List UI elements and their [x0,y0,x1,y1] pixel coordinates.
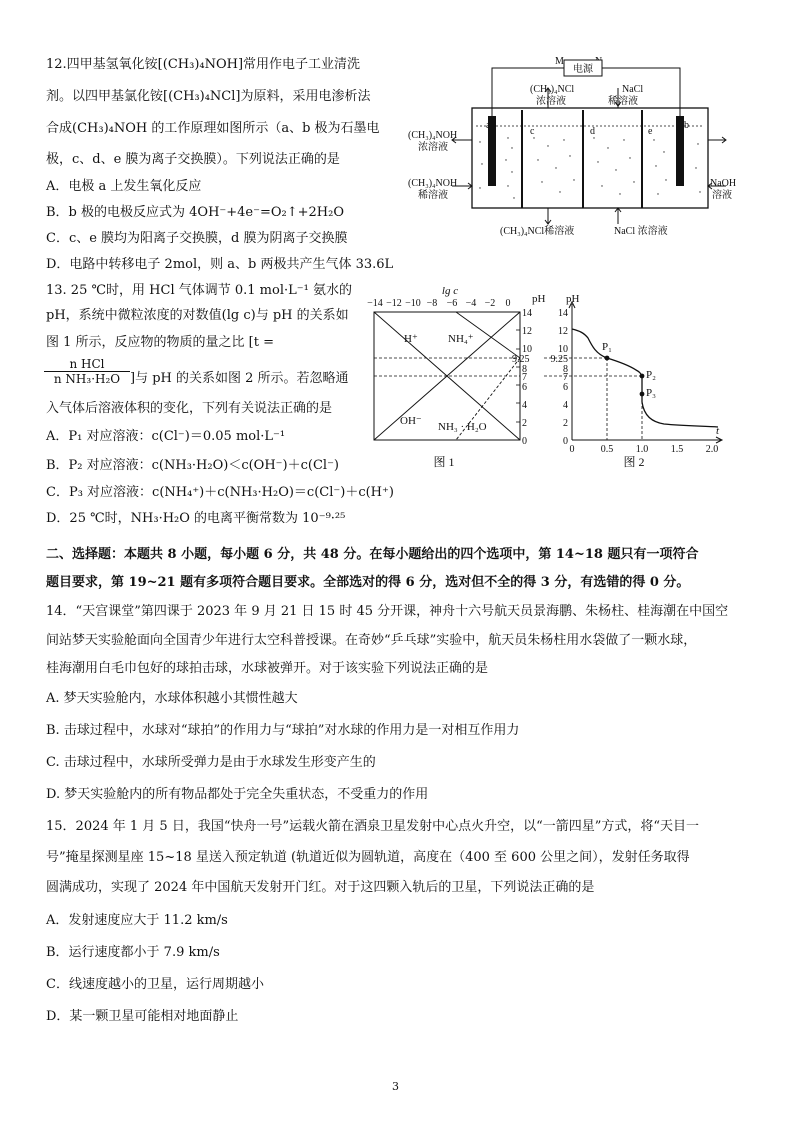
fig1-right-axis-label: pH [532,293,546,305]
q13-option-c: C．P₃ 对应溶液：c(NH₄⁺)＋c(NH₃·H₂O)＝c(Cl⁻)＋c(H⁺) [46,485,394,500]
svg-text:4: 4 [522,400,527,411]
svg-text:14: 14 [558,308,568,319]
svg-text:7: 7 [522,372,527,383]
q15-stem-line-1: 15．2024 年 1 月 5 日，我国“快舟一号”运载火箭在酒泉卫星发射中心点火升空，以“一箭四星”方式，将“天目一 [46,819,700,834]
svg-text:0: 0 [563,436,568,447]
section-2-instructions-line-2: 题目要求，第 19~21 题有多项符合题目要求。全部选对的得 6 分，选对但不全的得 3 分，有选错的得 0 分。 [46,575,690,590]
svg-text:0: 0 [522,436,527,447]
svg-text:2: 2 [522,418,527,429]
fig2-t-ticks [570,444,719,455]
top-right-solution-2: 稀溶液 [608,96,638,107]
q13-ratio-fraction [44,357,130,386]
q12-stem-line-3: 合成(CH₃)₄NOH 的工作原理如图所示（a、b 极为石墨电 [46,121,380,136]
svg-text:6: 6 [563,382,568,393]
fig2-p1-label: P₁ [602,341,612,353]
fig1-nh3-label: NH₃ · H₂O [438,421,487,433]
top-left-solution-1: (CH₃)₄NCl [530,84,575,95]
q14-option-c: C. 击球过程中，水球所受弹力是由于水球发生形变产生的 [46,755,376,770]
svg-text:−12: −12 [386,298,402,309]
q14-stem-line-3: 桂海潮用白毛巾包好的球拍击球，水球被弹开。对于该实验下列说法正确的是 [46,661,489,676]
q15-option-d: D．某一颗卫星可能相对地面静止 [46,1009,239,1024]
svg-text:10: 10 [558,344,568,355]
q15-option-a: A．发射速度应大于 11.2 km/s [46,913,228,928]
label-b: b [684,120,689,131]
svg-text:7: 7 [563,372,568,383]
svg-text:9.25: 9.25 [512,354,530,365]
left-bottom-solution-2: 稀溶液 [418,190,448,201]
svg-text:0: 0 [569,444,575,455]
q13-stem-line-4: ]与 pH 的关系如图 2 所示。若忽略通 [130,371,349,386]
right-bottom-solution-2: 溶液 [712,190,732,201]
q13-stem-line-5: 入气体后溶液体积的变化，下列有关说法正确的是 [46,401,333,416]
svg-text:14: 14 [522,308,532,319]
fig1-top-axis-label: lg c [441,285,459,297]
power-supply-label: 电源 [573,64,593,75]
label-d: d [590,126,595,137]
fig2-p2-label: P₂ [646,369,656,381]
fig2-ph-ticks [551,308,569,447]
page-number: 3 [392,1080,399,1093]
svg-text:0: 0 [505,298,511,309]
right-bottom-solution-1: NaOH [710,178,737,189]
svg-text:2.0: 2.0 [705,444,719,455]
left-top-solution-2: 浓溶液 [418,142,448,153]
fig1-h-plus-label: H⁺ [404,333,418,345]
fraction-denominator: n NH₃·H₂O [44,371,130,386]
svg-text:−2: −2 [484,298,496,309]
svg-text:1.0: 1.0 [635,444,649,455]
label-a: a [486,120,491,131]
svg-text:8: 8 [563,364,568,375]
q12-stem-line-2: 剂。以四甲基氯化铵[(CH₃)₄NCl]为原料，采用电渗析法 [46,89,371,104]
bottom-left-solution: (CH₃)₄NCl稀溶液 [500,226,575,237]
svg-text:−4: −4 [465,298,477,309]
q14-option-b: B. 击球过程中，水球对“球拍”的作用力与“球拍”对水球的作用力是一对相互作用力 [46,723,520,738]
svg-text:9.25: 9.25 [550,354,568,365]
fig2-caption: 图 2 [623,455,645,469]
q13-stem-line-1: 13. 25 ℃时，用 HCl 气体调节 0.1 mol·L⁻¹ 氨水的 [46,283,352,298]
svg-text:−8: −8 [426,298,438,309]
svg-text:−14: −14 [367,298,383,309]
q15-stem-line-3: 圆满成功，实现了 2024 年中国航天发射开门红。对于这四颗入轨后的卫星，下列说法正确的是 [46,880,595,895]
q12-option-c: C．c、e 膜均为阳离子交换膜，d 膜为阴离子交换膜 [46,231,348,246]
solution-dots [479,137,700,198]
q14-option-d: D. 梦天实验舱内的所有物品都处于完全失重状态，不受重力的作用 [46,787,429,802]
q13-option-a: A．P₁ 对应溶液：c(Cl⁻)＝0.05 mol·L⁻¹ [46,429,286,444]
bottom-right-solution: NaCl 浓溶液 [614,226,668,237]
q12-option-b: B．b 极的电极反应式为 4OH⁻+4e⁻=O₂↑+2H₂O [46,205,345,220]
q12-stem-line-1: 12.四甲基氢氧化铵[(CH₃)₄NOH]常用作电子工业清洗 [46,57,361,72]
q15-stem-line-2: 号”掩星探测星座 15~18 星送入预定轨道 (轨道近似为圆轨道，高度在（400 至 600 公里之间），发射任务取得 [46,850,690,865]
fig2-y-label: pH [566,293,580,305]
q15-option-b: B．运行速度都小于 7.9 km/s [46,945,220,960]
svg-text:−10: −10 [405,298,421,309]
q14-stem-line-2: 间站梦天实验舱面向全国青少年进行太空科普授课。在奇妙“乒乓球”实验中，航天员朱杨柱用水袋做了一颗水球， [46,633,697,648]
fig1-ph-ticks [512,308,532,447]
svg-text:12: 12 [522,326,532,337]
svg-text:0.5: 0.5 [600,444,614,455]
svg-text:8: 8 [522,364,527,375]
electrolysis-tank [472,108,708,208]
label-e: e [648,126,653,137]
q13-stem-line-3: 图 1 所示，反应物的物质的量之比 [t = [46,335,274,350]
electrodialysis-diagram [408,52,744,242]
q14-option-a: A. 梦天实验舱内，水球体积越小其惯性越大 [46,691,298,706]
fig2-p3-label: P₃ [646,387,656,399]
fig2-point-p1 [605,356,610,361]
q13-option-d: D．25 ℃时，NH₃·H₂O 的电离平衡常数为 10⁻⁹·²⁵ [46,511,346,526]
svg-text:12: 12 [558,326,568,337]
label-c: c [530,126,535,137]
fig2-point-p2 [640,374,645,379]
fig2-point-p3 [640,392,645,397]
q14-stem-line-1: 14．“天宫课堂”第四课于 2023 年 9 月 21 日 15 时 45 分开课，神舟十六号航天员景海鹏、朱杨柱、桂海潮在中国空 [46,604,729,619]
svg-text:6: 6 [522,382,527,393]
svg-text:10: 10 [522,344,532,355]
svg-text:1.5: 1.5 [670,444,684,455]
fig1-oh-minus-label: OH⁻ [400,415,422,427]
top-left-solution-2: 浓溶液 [536,96,566,107]
q13-option-b: B．P₂ 对应溶液：c(NH₃·H₂O)＜c(OH⁻)＋c(Cl⁻) [46,458,340,473]
terminal-m-label: M [555,56,564,67]
fig1-caption: 图 1 [433,455,455,469]
fig1-top-ticks [367,298,510,309]
left-top-solution-1: (CH₃)₄NOH [408,130,458,141]
fig2-x-label: t [716,425,720,437]
left-bottom-solution-1: (CH₃)₄NOH [408,178,458,189]
figure-1-lgc-ph [356,282,544,470]
q12-stem-line-4: 极，c、d、e 膜为离子交换膜）。下列说法正确的是 [46,152,340,167]
fig1-nh4-label: NH₄⁺ [448,333,474,345]
q12-option-d: D．电路中转移电子 2mol，则 a、b 两极共产生气体 33.6L [46,257,394,272]
fraction-numerator: n HCl [69,357,105,371]
top-right-solution-1: NaCl [622,84,644,95]
q15-option-c: C．线速度越小的卫星，运行周期越小 [46,977,264,992]
electrode-b [676,116,684,186]
section-2-instructions-line-1: 二、选择题：本题共 8 小题，每小题 6 分，共 48 分。在每小题给出的四个选项中，第 14~18 题只有一项符合 [46,547,699,562]
svg-text:4: 4 [563,400,568,411]
svg-text:2: 2 [563,418,568,429]
svg-text:−6: −6 [446,298,458,309]
figure-2-ph-t [544,282,730,470]
q12-option-a: A．电极 a 上发生氧化反应 [46,179,202,194]
q13-stem-line-2: pH，系统中微粒浓度的对数值(lg c)与 pH 的关系如 [46,308,349,323]
fig2-titration-curve [572,329,718,427]
